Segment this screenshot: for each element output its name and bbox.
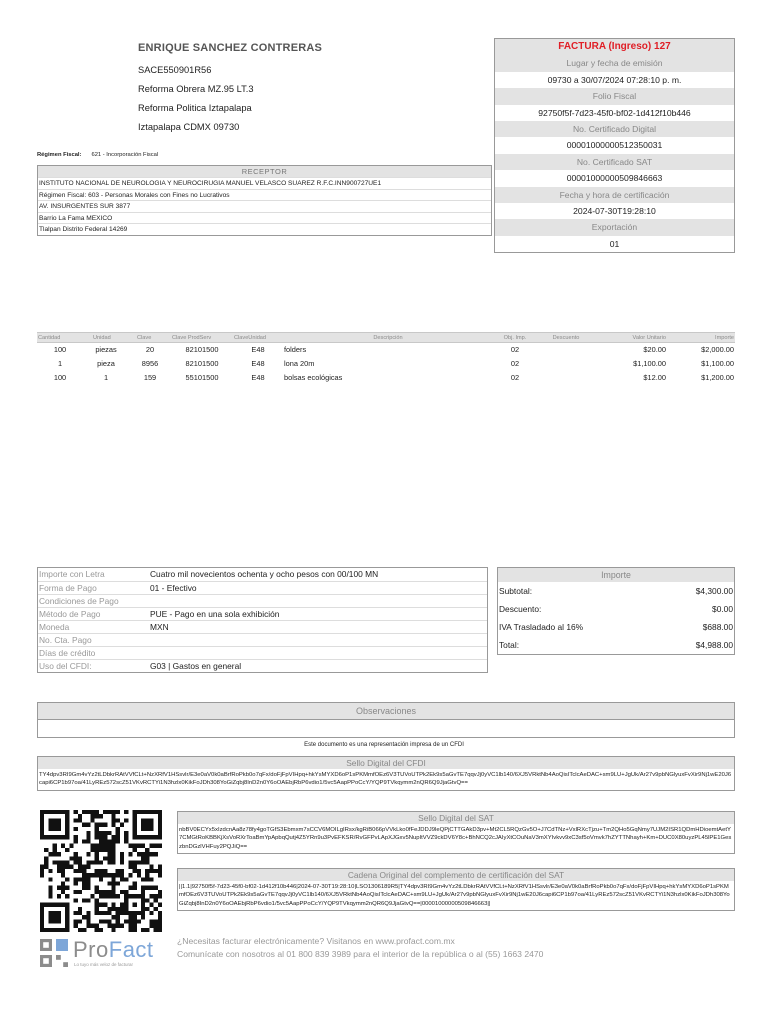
totals-header: Importe <box>498 568 734 582</box>
cert-date-value: 2024-07-30T19:28:10 <box>495 203 734 219</box>
original-chain-box <box>177 868 735 911</box>
cell-unitario: $20.00 <box>643 345 666 355</box>
cell-unidad: 1 <box>103 373 109 382</box>
issuer-address-1: Reforma Obrera MZ.95 LT.3 <box>138 84 254 94</box>
issue-place-label: Lugar y fecha de emisión <box>495 55 734 71</box>
subtotal-value: $4,300.00 <box>695 586 733 596</box>
total-row <box>498 636 734 654</box>
cell-cantidad: 100 <box>53 345 67 355</box>
profact-wordmark <box>73 937 154 963</box>
cell-unidad: pieza <box>97 359 115 368</box>
col-descripcion: Descripción <box>283 333 493 343</box>
cell-claveunidad: E48 <box>251 359 265 368</box>
discount-label: Descuento: <box>499 604 542 614</box>
payment-method-label: Método de Pago <box>39 609 101 619</box>
cfdi-seal-value: TY4dpv3RI9Gm4vYz2tLDbkrRAtVVfCLt+NzXRfV1HSsvlr/E3e0aV0k0aBrfRoPkb0o7qFx/doFjFpVIHpq+hkYsMYXD6oP1sPKMmfOEz6V3TUVoUTPk2Ek9s5aGvTE7qqvJj0yVC1lb140/6XJ5VRktNb4AoQisITclcAeDAC+sm9LU+JgUk/Ar27v9pbNGlyuxFvXir9Nj1wE20J6capi6CP1b97oa/41LyREz572scZ51VKvRCTYi1N3hzlx0KikFoJDh308YoGiZqbj8InD2n0Y6oOAEbjRbP6vdio1/5vc5AapPPoCcY/YQP9TVkqymm2nQR6Q9JjaGtvQ== <box>39 772 732 787</box>
items-table <box>37 332 735 385</box>
cfdi-use-row <box>38 659 487 672</box>
digital-cert-value: 00001000000512350031 <box>495 137 734 153</box>
payment-form-value: 01 - Efectivo <box>150 583 197 593</box>
col-objimp: Obj. Imp. <box>493 333 537 343</box>
digital-cert-label: No. Certificado Digital <box>495 121 734 137</box>
cell-claveunidad: E48 <box>251 373 265 382</box>
profact-pro: Pro <box>73 937 109 962</box>
cell-cantidad: 100 <box>53 373 67 382</box>
cell-unidad: piezas <box>95 345 117 355</box>
account-row <box>38 633 487 646</box>
promo-line-1: ¿Necesitas facturar electrónicamente? Visitanos en www.profact.com.mx <box>177 936 455 946</box>
cert-date-label: Fecha y hora de certificación <box>495 187 734 203</box>
profact-logo-icon <box>40 939 68 967</box>
currency-row <box>38 620 487 633</box>
account-label: No. Cta. Pago <box>39 635 92 645</box>
invoice-info-box <box>494 38 735 253</box>
receptor-address-2: Barrio La Fama MEXICO <box>38 212 491 224</box>
col-cantidad: Cantidad <box>37 333 83 343</box>
cell-objimp: 02 <box>510 373 520 382</box>
cell-clave: 20 <box>145 345 155 355</box>
cell-unitario: $12.00 <box>643 373 666 382</box>
cell-importe: $1,200.00 <box>701 373 734 382</box>
issuer-regimen-label: Régimen Fiscal: <box>37 152 82 158</box>
currency-label: Moneda <box>39 622 70 632</box>
cell-objimp: 02 <box>510 345 520 355</box>
credit-days-label: Días de crédito <box>39 648 96 658</box>
export-value: 01 <box>495 236 734 252</box>
issuer-regimen-value: 621 - Incorporación Fiscal <box>91 152 159 158</box>
col-unitario: Valor Unitario <box>595 333 667 343</box>
invoice-title: FACTURA (Ingreso) 127 <box>495 39 734 55</box>
total-value: $4,988.00 <box>695 640 733 650</box>
receptor-address-1: AV. INSURGENTES SUR 3877 <box>38 200 491 212</box>
payment-method-value: PUE - Pago en una sola exhibición <box>150 609 280 619</box>
discount-row <box>498 600 734 618</box>
cell-unitario: $1,100.00 <box>633 359 666 368</box>
sat-seal-box <box>177 811 735 854</box>
receptor-address-3: Tlalpan Distrito Federal 14269 <box>38 223 491 235</box>
observations-box <box>37 702 735 738</box>
sat-cert-label: No. Certificado SAT <box>495 154 734 170</box>
profact-slogan: Lo tuyo más veloz de facturar <box>74 962 134 967</box>
cell-importe: $1,100.00 <box>701 359 734 368</box>
iva-value: $688.00 <box>702 622 733 632</box>
issue-place-value: 09730 a 30/07/2024 07:28:10 p. m. <box>495 72 734 88</box>
col-unidad: Unidad <box>83 333 129 343</box>
issuer-block <box>138 42 478 137</box>
cell-descripcion: folders <box>284 345 307 355</box>
original-chain-header: Cadena Original del complemento de certificación del SAT <box>178 869 734 881</box>
cell-descripcion: lona 20m <box>284 359 315 368</box>
payment-form-label: Forma de Pago <box>39 583 97 593</box>
cell-descuento <box>537 371 595 385</box>
observations-header: Observaciones <box>38 703 734 720</box>
fiscal-folio-value: 92750f5f-7d23-45f0-bf02-1d412f10b446 <box>495 105 734 121</box>
cfdi-seal-box <box>37 756 735 791</box>
payment-method-row <box>38 607 487 620</box>
col-clave: Clave <box>129 333 171 343</box>
subtotal-row <box>498 582 734 600</box>
issuer-name: ENRIQUE SANCHEZ CONTRERAS <box>138 42 323 54</box>
original-chain-value: ||1.1|92750f5f-7d23-45f0-bf02-1d412f10b446|2024-07-30T19:28:10|LSO1306189R5|TY4dpv3RI9Gm4vYz2tLDbkrRAtVVfCLt+NzXRfV1HSsvlr/E3e0aV0k0aBrfRoPkb0o7qFx/doFjFpVIHpq+hkYsMYXD6oP1sPKMmfOEz6V3TUVoUTPk2Ek9s5aGvTE7qqvJj0yVC1lb140/6XJ5VRktNb4AoQisITclcAeDAC+sm9LU+JgUk/Ar27v9pbNGlyuxFvXir9Nj1wE20J6capi6CP1b97oa/41LyREz572scZ51VKvRCTYi1N3hzlx0KikFoJDh308YoGiZqbj8InD2n0Y6oOAEbjRbP6vdio1/5vc5AapPPoCcY/YQP9TVkqymm2nQR6Q9JjaGtvQ==|00001000000509846663|| <box>179 884 730 907</box>
amount-in-words-label: Importe con Letra <box>39 569 105 579</box>
profact-logo <box>40 937 176 969</box>
receptor-box <box>37 165 492 236</box>
col-prodserv: Clave ProdServ <box>171 333 233 343</box>
cell-claveunidad: E48 <box>251 345 265 355</box>
col-importe: Importe <box>667 333 735 343</box>
cell-cantidad: 1 <box>57 359 63 368</box>
discount-value: $0.00 <box>712 604 733 614</box>
sat-seal-header: Sello Digital del SAT <box>178 812 734 824</box>
profact-fact: Fact <box>108 937 154 962</box>
cell-prodserv: 82101500 <box>185 359 219 368</box>
amount-in-words-value: Cuatro mil novecientos ochenta y ocho pesos con 00/100 MN <box>150 569 379 579</box>
payment-conditions-label: Condiciones de Pago <box>39 596 119 606</box>
cell-descuento <box>537 343 595 357</box>
issuer-rfc: SACE550901R56 <box>138 65 212 75</box>
promo-line-2: Comunícate con nosotros al 01 800 839 3989 para el interior de la república o al (55) 1663 2470 <box>177 949 544 959</box>
issuer-address-2: Reforma Politica Iztapalapa <box>138 103 252 113</box>
cell-clave: 8956 <box>141 359 159 368</box>
payment-info-box <box>37 567 488 673</box>
table-row <box>37 343 735 357</box>
cfdi-use-value: G03 | Gastos en general <box>150 661 242 671</box>
payment-conditions-row <box>38 594 487 607</box>
subtotal-label: Subtotal: <box>499 586 533 596</box>
amount-in-words-row <box>38 568 487 581</box>
credit-days-row <box>38 646 487 659</box>
cell-prodserv: 82101500 <box>185 345 219 355</box>
iva-label: IVA Trasladado al 16% <box>499 622 584 632</box>
sat-cert-value: 00001000000509846663 <box>495 170 734 186</box>
cell-descuento <box>537 357 595 371</box>
cfdi-use-label: Uso del CFDI: <box>39 661 92 671</box>
promo-text <box>177 935 543 961</box>
fiscal-folio-label: Folio Fiscal <box>495 88 734 104</box>
col-claveunidad: ClaveUnidad <box>233 333 283 343</box>
cell-objimp: 02 <box>510 359 520 368</box>
payment-form-row <box>38 581 487 594</box>
col-descuento: Descuento <box>537 333 595 343</box>
table-row <box>37 371 735 385</box>
items-header-row <box>37 333 735 343</box>
totals-box <box>497 567 735 655</box>
receptor-header: RECEPTOR <box>38 166 491 177</box>
total-label: Total: <box>499 640 520 650</box>
receptor-name: INSTITUTO NACIONAL DE NEUROLOGIA Y NEUROCIRUGIA MANUEL VELASCO SUAREZ R.F.C.INN900727UE1 <box>38 177 491 189</box>
receptor-regimen: Régimen Fiscal: 603 - Personas Morales con Fines no Lucrativos <box>38 189 491 201</box>
cfdi-seal-header: Sello Digital del CFDI <box>38 757 734 769</box>
cell-importe: $2,000.00 <box>701 345 734 355</box>
qr-code-icon <box>40 810 162 932</box>
sat-seal-value: nbBV0ECYx5xIzdcnAa8z78fy4goTGfS3Ebmxm7sCCV6MOILgIRsx/kgRiB066pVVkLko0fFeJDDJ9leQPjCTTGAkD3pv+Mt2CL5RQzGv5O+J7CdTNz+VxlRXcTjzu+Tm2QHo5GqNmy7UJM2ISR1QDmHDioemtAetY7CMGtRoKBBKjXsVoRXrToaBmYpApbqQutj4Z5YRn9u3PvEFKSR/RvGFPvLApXJGxv5NupItVVZ9ckDV6Y8c+BhNCQ2cJAIyXtCOuNaV3mXYIvkvv9xC3sf5oVmvk7hZYTTNhayh+Km+DUC0X80uyzPL45lPE1GeszbnDGzlVHFuy2PQJiQ== <box>179 827 732 850</box>
export-label: Exportación <box>495 219 734 235</box>
issuer-regimen <box>37 152 158 158</box>
table-row <box>37 357 735 371</box>
issuer-address-3: Iztapalapa CDMX 09730 <box>138 122 240 132</box>
iva-row <box>498 618 734 636</box>
currency-value: MXN <box>150 622 169 632</box>
cell-prodserv: 55101500 <box>185 373 219 382</box>
cell-descripcion: bolsas ecológicas <box>284 373 343 382</box>
cell-clave: 159 <box>143 373 157 382</box>
representation-note: Este documento es una representación impresa de un CFDI <box>304 742 464 748</box>
